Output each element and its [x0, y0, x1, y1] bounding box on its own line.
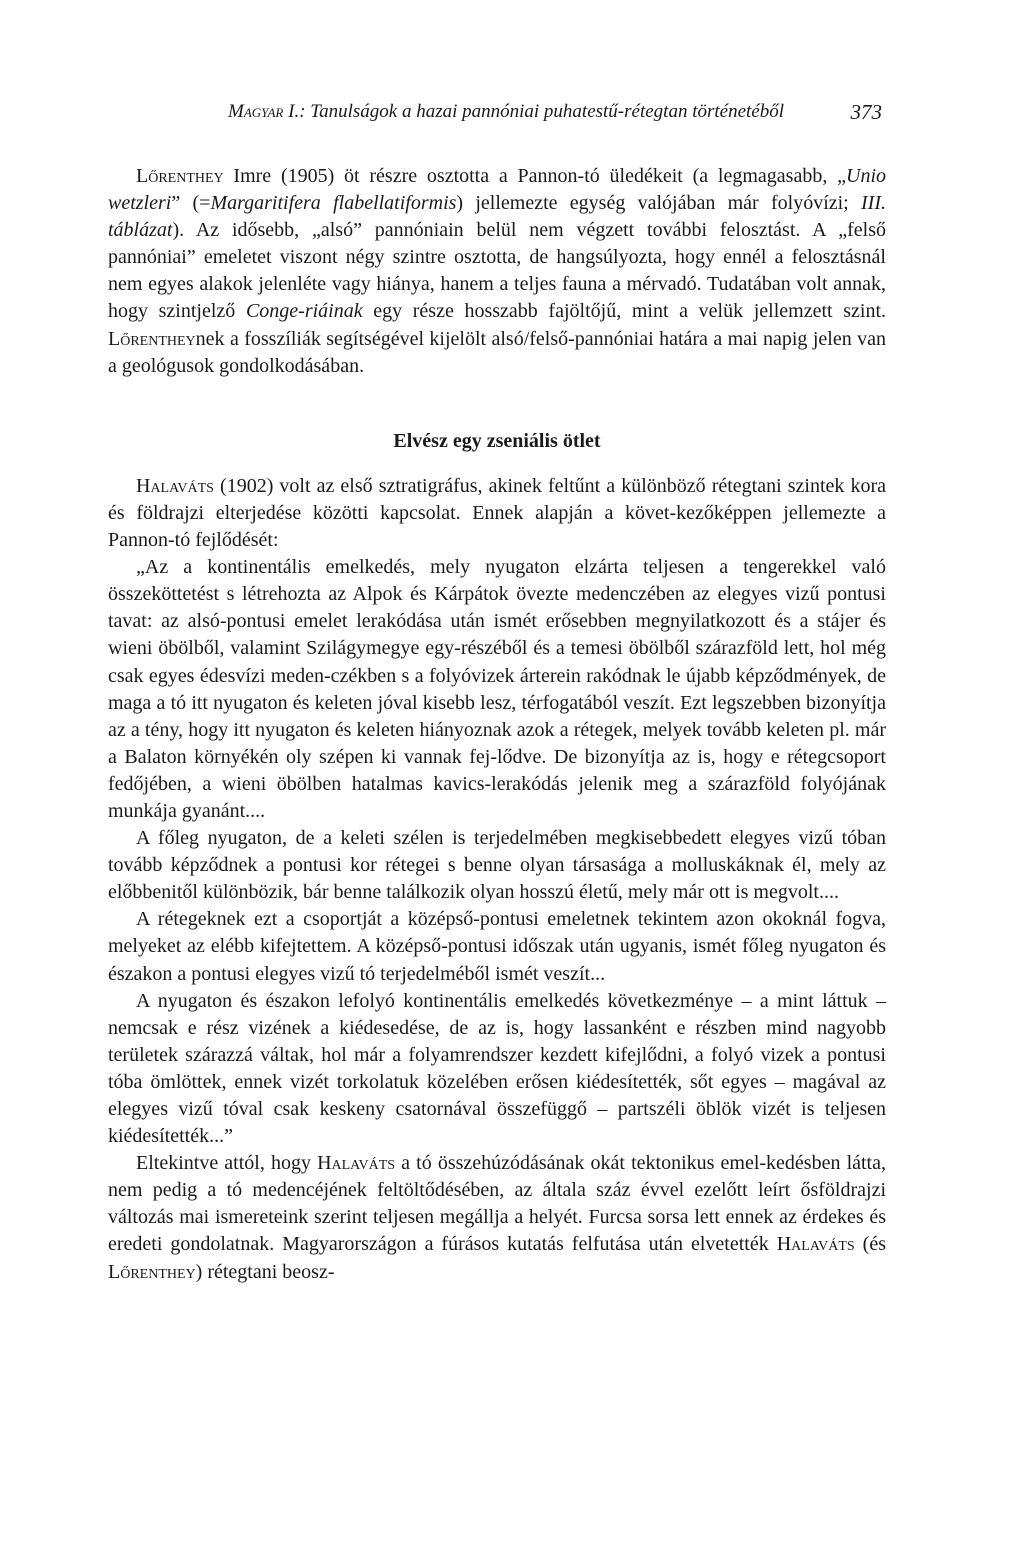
author-name: Lőrenthey [136, 165, 224, 187]
running-head-author: Magyar I.: [228, 101, 306, 122]
body-text [108, 163, 886, 1286]
paragraph-halavats: Halaváts (1902) volt az első sztratigráfus, akinek feltűnt a különböző rétegtani szintek kora és földrajzi elterjedése közötti kapcsolat. Ennek alapján a követ-kezőképpen jellemezte a Pannon-tó fejlődését: [108, 474, 886, 552]
section-heading: Elvész egy zseniális ötlet [393, 429, 601, 452]
author-name: Halaváts [317, 1152, 396, 1175]
quote-paragraph-3: A rétegeknek ezt a csoportját a középső-pontusi emeletnek tekintem azon okoknál fogva, melyeket az elébb kifejtettem. A középső-pontusi időszak után ugyanis, ismét főleg nyugaton és északon a pontusi elegyes vizű tó terjedelméből ismét veszít... [108, 908, 886, 985]
paragraph-lorenthey: Lőrenthey Imre (1905) öt részre osztotta a Pannon-tó üledékeit (a legmagasabb, „Unio wetzleri” (=Margaritifera flabellatiformis) jellemezte egység valójában már folyóvízi; III. táblázat). Az idősebb, „alsó” pannóniain belül nem végzett további felosztást. A „felső pannóniai” emeletet viszont négy szintre osztotta, de hangsúlyozta, hogy ennél a felosztásnál nem egyes alakok jelenléte vagy hiánya, hanem a teljes fauna a mérvadó. Tudatában volt annak, hogy szintjelző Conge-riáinak egy része hosszabb fajöltőjű, mint a velük jellemzett szint. Lőrentheynek a fosszíliák segítségével kijelölt alsó/felső-pannóniai határa a mai napig jelen van a geológusok gondolkodásában. [108, 165, 887, 377]
paragraph-closing: Eltekintve attól, hogy Halaváts a tó összehúzódásának okát tektonikus emel-kedésben látta, nem pedig a tó medencéjének feltöltődésében, az általa száz évvel ezelőtt leírt ősföldrajzi változás mai ismereteink szerint teljesen megállja a helyét. Furcsa sorsa lett ennek az érdekes és eredeti gondolatnak. Magyarországon a fúrásos kutatás felfutása után elvetették Halaváts (és Lőrenthey) rétegtani beosz- [108, 1152, 886, 1283]
author-name: Lőrenthey [108, 327, 196, 350]
page-number: 373 [850, 100, 882, 124]
quote-paragraph-1: „Az a kontinentális emelkedés, mely nyugaton elzárta teljesen a tengerekkel való összeköttetést s létrehozta az Alpok és Kárpátok övezte medenczében az elegyes vizű pontusi tavat: az alsó-pontusi emelet lerakódása után ismét erősebben megnyilatkozott és a stájer és wieni öbölből, valamint Szilágymegye egy-részéből és a temesi öbölből szárazföld lett, hol még csak egyes édesvízi meden-czékben s a folyóvizek árterein rakódnak le újabb képződmények, de maga a tó itt nyugaton és keleten jóval kisebb lesz, térfogatából veszít. Ezt legszebben bizonyítja az a tény, hogy itt nyugaton és keleten hiányoznak azok a rétegek, melyek tovább keleten pl. már a Balaton környékén oly szépen ki vannak fej-lődve. De bizonyítja az is, hogy e rétegcsoport fedőjében, a wieni öbölben hatalmas kavics-lerakódás jelenik meg a szárazföld folyójának munkája gyanánt.... [108, 556, 886, 822]
author-name: Halaváts [136, 474, 214, 497]
running-head [228, 98, 878, 126]
running-head-title: Tanulságok a hazai pannóniai puhatestű-rétegtan történetéből [310, 101, 785, 122]
quote-paragraph-4: A nyugaton és északon lefolyó kontinentális emelkedés következménye – a mint láttuk – nemcsak e rész vizének a kiédesedése, de az is, hogy lassanként e részben mind nagyobb területek szárazzá váltak, hol már a folyamrendszer kezdett kifejlődni, a folyó vizek a pontusi tóba ömlöttek, ennek vizét torkolatuk közelében erősen kiédesítették, sőt egyes – magával az elegyes vizű tóval csak keskeny csatornával összefüggő – partszéli öblök vizét is teljesen kiédesítették...” [108, 989, 886, 1148]
author-name: Lőrenthey [108, 1260, 196, 1283]
author-name: Halaváts [776, 1233, 855, 1256]
quote-paragraph-2: A főleg nyugaton, de a keleti szélen is terjedelmében megkisebbedett elegyes vizű tóban tovább képződnek a pontusi kor rétegei s benne olyan társasága a molluskáknak él, mely az előbbenitől különbözik, bár benne találkozik olyan hosszú életű, mely már ott is megvolt.... [108, 827, 886, 904]
